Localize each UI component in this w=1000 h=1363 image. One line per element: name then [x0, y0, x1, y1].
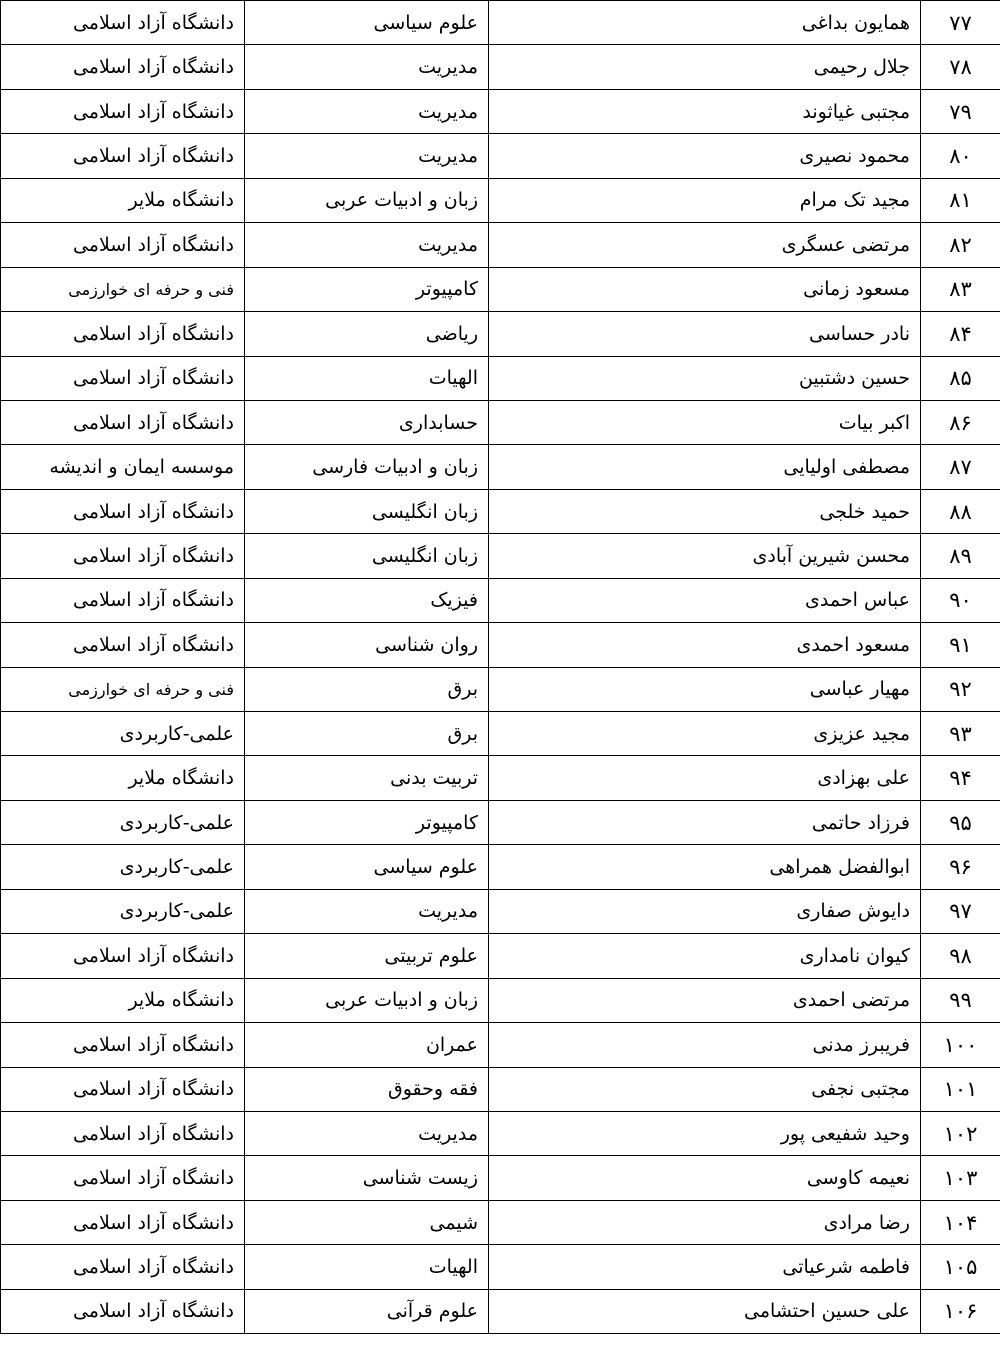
table-row	[1, 89, 1000, 133]
row-number-cell: ۸۴	[921, 312, 1000, 356]
university-cell: دانشگاه آزاد اسلامی	[1, 356, 245, 400]
row-number-cell: ۹۱	[921, 623, 1000, 667]
field-cell: زبان انگلیسی	[245, 489, 489, 533]
row-number-cell: ۷۷	[921, 1, 1000, 45]
university-cell: فنی و حرفه ای خوارزمی	[1, 267, 245, 311]
field-cell: کامپیوتر	[245, 800, 489, 844]
table-row	[1, 578, 1000, 622]
table-row	[1, 489, 1000, 533]
table-row	[1, 178, 1000, 222]
row-number-cell: ۹۴	[921, 756, 1000, 800]
name-cell: همایون بداغی	[489, 1, 921, 45]
field-cell: حسابداری	[245, 400, 489, 444]
row-number-cell: ۸۹	[921, 534, 1000, 578]
table-row	[1, 1067, 1000, 1111]
table-row	[1, 667, 1000, 711]
university-cell: دانشگاه آزاد اسلامی	[1, 89, 245, 133]
field-cell: مدیریت	[245, 89, 489, 133]
table-row	[1, 356, 1000, 400]
field-cell: الهیات	[245, 356, 489, 400]
university-cell: دانشگاه آزاد اسلامی	[1, 1, 245, 45]
university-cell: دانشگاه آزاد اسلامی	[1, 312, 245, 356]
university-cell: دانشگاه آزاد اسلامی	[1, 489, 245, 533]
university-cell: دانشگاه آزاد اسلامی	[1, 134, 245, 178]
table-row	[1, 1111, 1000, 1155]
field-cell: فیزیک	[245, 578, 489, 622]
university-cell: علمی-کاربردی	[1, 800, 245, 844]
name-cell: مصطفی اولیایی	[489, 445, 921, 489]
table-row	[1, 889, 1000, 933]
field-cell: زبان و ادبیات فارسی	[245, 445, 489, 489]
university-cell: دانشگاه آزاد اسلامی	[1, 1111, 245, 1155]
name-cell: مرتضی عسگری	[489, 223, 921, 267]
name-cell: علی حسین احتشامی	[489, 1289, 921, 1333]
name-cell: مسعود احمدی	[489, 623, 921, 667]
field-cell: علوم سیاسی	[245, 845, 489, 889]
name-cell: فرزاد حاتمی	[489, 800, 921, 844]
university-cell: دانشگاه آزاد اسلامی	[1, 623, 245, 667]
university-cell: علمی-کاربردی	[1, 845, 245, 889]
table-row	[1, 623, 1000, 667]
name-cell: محمود نصیری	[489, 134, 921, 178]
name-cell: مجتبی غیاثوند	[489, 89, 921, 133]
university-cell: دانشگاه ملایر	[1, 756, 245, 800]
university-cell: دانشگاه آزاد اسلامی	[1, 400, 245, 444]
university-cell: دانشگاه ملایر	[1, 178, 245, 222]
name-cell: نادر حساسی	[489, 312, 921, 356]
row-number-cell: ۸۸	[921, 489, 1000, 533]
field-cell: ریاضی	[245, 312, 489, 356]
name-cell: حمید خلجی	[489, 489, 921, 533]
row-number-cell: ۸۵	[921, 356, 1000, 400]
university-cell: دانشگاه ملایر	[1, 978, 245, 1022]
name-cell: مهیار عباسی	[489, 667, 921, 711]
name-cell: مجتبی نجفی	[489, 1067, 921, 1111]
name-cell: عباس احمدی	[489, 578, 921, 622]
table-row	[1, 400, 1000, 444]
field-cell: الهیات	[245, 1245, 489, 1289]
field-cell: زبان و ادبیات عربی	[245, 978, 489, 1022]
field-cell: زیست شناسی	[245, 1156, 489, 1200]
field-cell: مدیریت	[245, 223, 489, 267]
field-cell: تربیت بدنی	[245, 756, 489, 800]
field-cell: زبان و ادبیات عربی	[245, 178, 489, 222]
field-cell: کامپیوتر	[245, 267, 489, 311]
row-number-cell: ۹۸	[921, 934, 1000, 978]
table-row	[1, 267, 1000, 311]
table-row	[1, 445, 1000, 489]
row-number-cell: ۱۰۰	[921, 1023, 1000, 1067]
name-cell: اکبر بیات	[489, 400, 921, 444]
name-cell: مرتضی احمدی	[489, 978, 921, 1022]
row-number-cell: ۷۸	[921, 45, 1000, 89]
field-cell: مدیریت	[245, 134, 489, 178]
university-cell: دانشگاه آزاد اسلامی	[1, 1023, 245, 1067]
field-cell: عمران	[245, 1023, 489, 1067]
university-cell: دانشگاه آزاد اسلامی	[1, 1289, 245, 1333]
table-row	[1, 845, 1000, 889]
row-number-cell: ۸۰	[921, 134, 1000, 178]
university-cell: علمی-کاربردی	[1, 889, 245, 933]
row-number-cell: ۹۷	[921, 889, 1000, 933]
table-row	[1, 1156, 1000, 1200]
row-number-cell: ۷۹	[921, 89, 1000, 133]
table-row	[1, 1245, 1000, 1289]
name-cell: رضا مرادی	[489, 1200, 921, 1244]
university-cell: علمی-کاربردی	[1, 712, 245, 756]
row-number-cell: ۸۲	[921, 223, 1000, 267]
row-number-cell: ۸۷	[921, 445, 1000, 489]
field-cell: شیمی	[245, 1200, 489, 1244]
name-cell: محسن شیرین آبادی	[489, 534, 921, 578]
table-row	[1, 800, 1000, 844]
field-cell: علوم تربیتی	[245, 934, 489, 978]
row-number-cell: ۹۶	[921, 845, 1000, 889]
field-cell: علوم سیاسی	[245, 1, 489, 45]
university-cell: دانشگاه آزاد اسلامی	[1, 534, 245, 578]
table-row	[1, 1, 1000, 45]
university-cell: دانشگاه آزاد اسلامی	[1, 1200, 245, 1244]
row-number-cell: ۸۱	[921, 178, 1000, 222]
table-row	[1, 712, 1000, 756]
field-cell: علوم قرآنی	[245, 1289, 489, 1333]
university-cell: دانشگاه آزاد اسلامی	[1, 1245, 245, 1289]
name-cell: وحید شفیعی پور	[489, 1111, 921, 1155]
field-cell: زبان انگلیسی	[245, 534, 489, 578]
table-row	[1, 223, 1000, 267]
field-cell: مدیریت	[245, 889, 489, 933]
row-number-cell: ۱۰۴	[921, 1200, 1000, 1244]
row-number-cell: ۹۹	[921, 978, 1000, 1022]
university-cell: دانشگاه آزاد اسلامی	[1, 578, 245, 622]
name-cell: حسین دشتبین	[489, 356, 921, 400]
name-cell: فاطمه شرعیاتی	[489, 1245, 921, 1289]
table-row	[1, 1289, 1000, 1333]
row-number-cell: ۱۰۱	[921, 1067, 1000, 1111]
name-cell: جلال رحیمی	[489, 45, 921, 89]
field-cell: مدیریت	[245, 45, 489, 89]
row-number-cell: ۹۲	[921, 667, 1000, 711]
table-row	[1, 934, 1000, 978]
name-cell: مجید تک مرام	[489, 178, 921, 222]
name-cell: علی بهزادی	[489, 756, 921, 800]
table-row	[1, 534, 1000, 578]
row-number-cell: ۸۶	[921, 400, 1000, 444]
university-cell: دانشگاه آزاد اسلامی	[1, 223, 245, 267]
table-row	[1, 1200, 1000, 1244]
name-cell: ابوالفضل همراهی	[489, 845, 921, 889]
row-number-cell: ۱۰۵	[921, 1245, 1000, 1289]
row-number-cell: ۸۳	[921, 267, 1000, 311]
table-body	[1, 1, 1000, 1334]
row-number-cell: ۹۵	[921, 800, 1000, 844]
table-row	[1, 134, 1000, 178]
field-cell: روان شناسی	[245, 623, 489, 667]
row-number-cell: ۱۰۲	[921, 1111, 1000, 1155]
name-cell: نعیمه کاوسی	[489, 1156, 921, 1200]
university-cell: فنی و حرفه ای خوارزمی	[1, 667, 245, 711]
university-cell: دانشگاه آزاد اسلامی	[1, 45, 245, 89]
field-cell: مدیریت	[245, 1111, 489, 1155]
field-cell: برق	[245, 667, 489, 711]
name-cell: کیوان نامداری	[489, 934, 921, 978]
university-cell: دانشگاه آزاد اسلامی	[1, 1067, 245, 1111]
row-number-cell: ۹۳	[921, 712, 1000, 756]
table-row	[1, 756, 1000, 800]
field-cell: برق	[245, 712, 489, 756]
row-number-cell: ۱۰۳	[921, 1156, 1000, 1200]
table-row	[1, 45, 1000, 89]
name-cell: مسعود زمانی	[489, 267, 921, 311]
row-number-cell: ۹۰	[921, 578, 1000, 622]
university-cell: موسسه ایمان و اندیشه	[1, 445, 245, 489]
name-cell: دایوش صفاری	[489, 889, 921, 933]
table-row	[1, 1023, 1000, 1067]
table-row	[1, 312, 1000, 356]
university-cell: دانشگاه آزاد اسلامی	[1, 934, 245, 978]
name-cell: فریبرز مدنی	[489, 1023, 921, 1067]
university-cell: دانشگاه آزاد اسلامی	[1, 1156, 245, 1200]
name-cell: مجید عزیزی	[489, 712, 921, 756]
table-row	[1, 978, 1000, 1022]
field-cell: فقه وحقوق	[245, 1067, 489, 1111]
row-number-cell: ۱۰۶	[921, 1289, 1000, 1333]
